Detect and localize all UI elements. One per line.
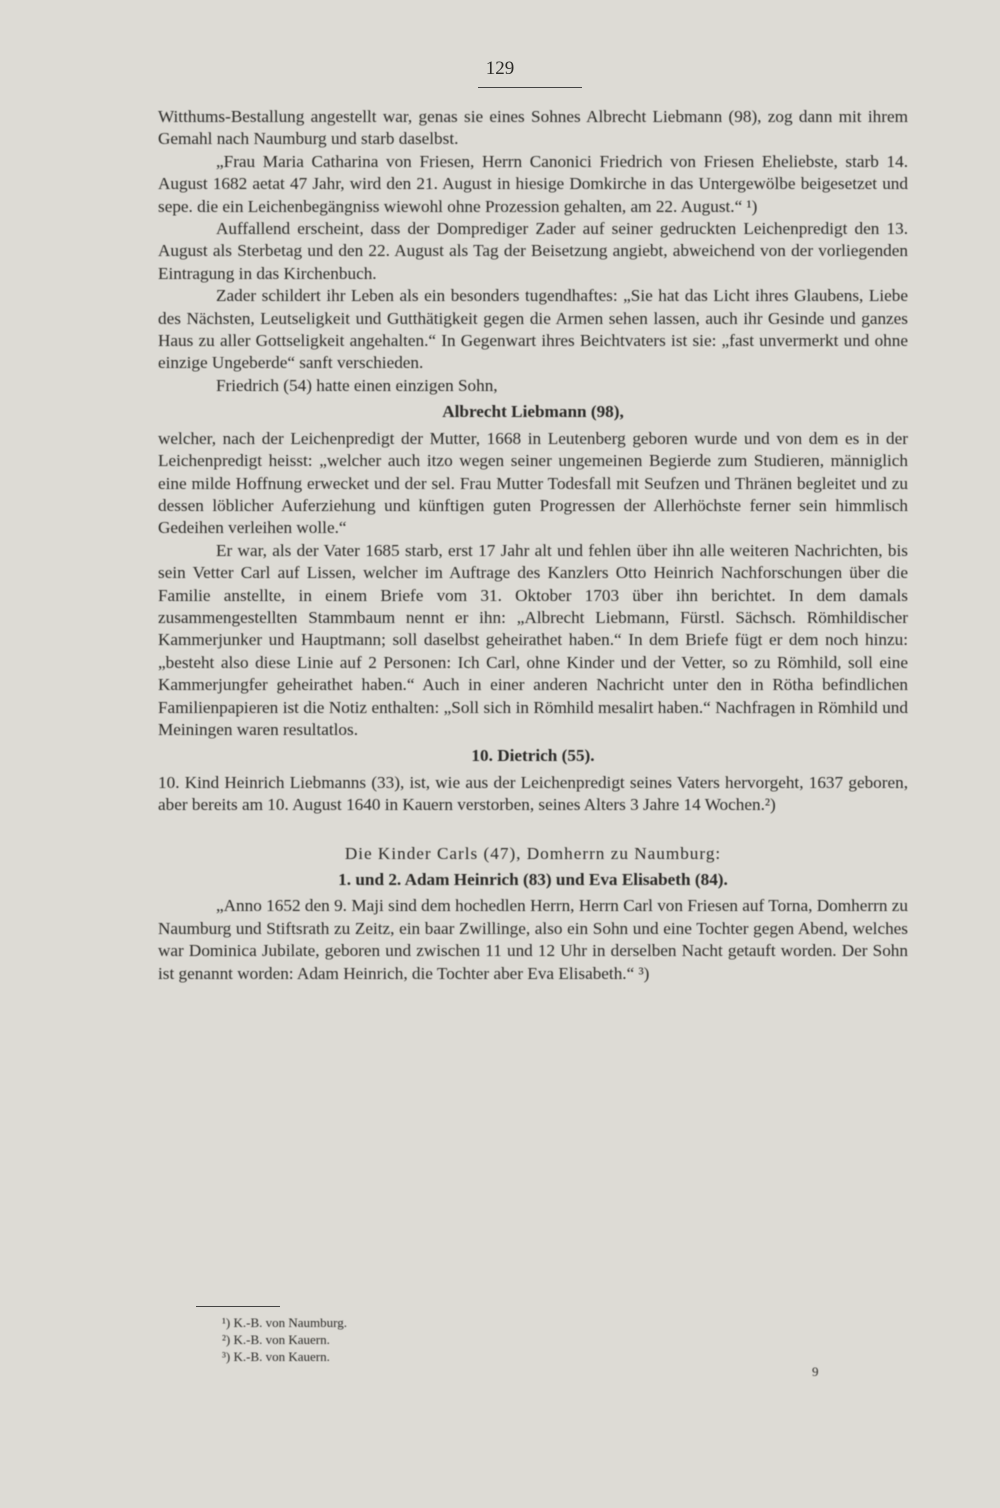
paragraph: Friedrich (54) hatte einen einzigen Sohn, [216, 375, 498, 395]
paragraph: welcher, nach der Leichenpredigt der Mutter, 1668 in Leutenberg geboren wurde und von dem es in der Leichenpredigt heisst: „welcher auch itzo wegen seiner ungemeinen Begierde zum Studieren, männiglich eine milde Hoffnung erwecket und der sel. Frau Mutter Todesfall mit Seufzen und Thränen begleitet und zu dessen löblicher Auferziehung und künftigen guten Progressen der Allerhöchste ferner sein himmlisch Gedeihen verleihen wolle.“ [158, 428, 908, 538]
footnote-1: ¹) K.-B. von Naumburg. [222, 1315, 347, 1330]
footnote-rule [196, 1306, 280, 1307]
section-heading: 10. Dietrich (55). [471, 746, 595, 766]
section-heading: Albrecht Liebmann (98), [442, 402, 624, 422]
paragraph: Zader schildert ihr Leben als ein besonders tugendhaftes: „Sie hat das Licht ihres Glaubens, Liebe des Nächsten, Leutseligkeit und Gutthätigkeit gegen die Armen sehen lassen, auch ihr Gesinde und ganzes Haus zu aller Gottseligkeit angehalten.“ In Gegenwart ihres Beichtvaters ist sie: „fast unvermerkt und ohne einzige Ungeberde“ sanft verschieden. [158, 286, 908, 373]
footnote-2: ²) K.-B. von Kauern. [222, 1332, 330, 1347]
paragraph: 10. Kind Heinrich Liebmanns (33), ist, wie aus der Leichenpredigt seines Vaters hervorgeht, 1637 geboren, aber bereits am 10. August 1640 in Kauern verstorben, seines Alters 3 Jahre 14 Wochen.²) [158, 772, 908, 815]
paragraph: Auffallend erscheint, dass der Domprediger Zader auf seiner gedruckten Leichenpredigt den 13. August als Sterbetag und den 22. August als Tag der Beisetzung angiebt, abweichend von der vorliegenden Eintragung in das Kirchenbuch. [158, 219, 908, 283]
paragraph: „Anno 1652 den 9. Maji sind dem hochedlen Herrn, Herrn Carl von Friesen auf Torna, Domherrn zu Naumburg und Stiftsrath zu Zeitz, ein baar Zwillinge, also ein Sohn und eine Tochter gegen Abend, welches war Dominica Jubilate, geboren und zwischen 11 und 12 Uhr in derselben Nacht getauft worden. Der Sohn ist genannt worden: Adam Heinrich, die Tochter aber Eva Elisabeth.“ ³) [158, 896, 908, 983]
paragraph: „Frau Maria Catharina von Friesen, Herrn Canonici Friedrich von Friesen Eheliebste, starb 14. August 1682 aetat 47 Jahr, wird den 21. August in hiesige Domkirche in das Untergewölbe beigesetzet und sepe. die ein Leichenbegängniss wiewohl ohne Prozession gehalten, am 22. August.“ ¹) [158, 151, 908, 216]
page-number-rule [478, 87, 582, 88]
section-heading: 1. und 2. Adam Heinrich (83) und Eva Elisabeth (84). [338, 870, 728, 889]
body-text [158, 106, 908, 985]
paragraph: Witthums-Bestallung angestellt war, genas sie eines Sohnes Albrecht Liebmann (98), zog dann mit ihrem Gemahl nach Naumburg und starb daselbst. [158, 107, 908, 149]
section-heading: Die Kinder Carls (47), Domherrn zu Naumburg: [344, 843, 722, 863]
page-number: 129 [485, 58, 515, 79]
signature-mark: 9 [812, 1364, 819, 1379]
paragraph: Er war, als der Vater 1685 starb, erst 17 Jahr alt und fehlen über ihn alle weiteren Nachrichten, bis sein Vetter Carl auf Lissen, welcher im Auftrage des Kanzlers Otto Heinrich Nachforschungen über die Familie anstellte, in einem Briefe vom 31. Oktober 1703 über ihn berichtet. In dem damals zusammengestellten Stammbaum nennt er ihn: „Albrecht Liebmann, Fürstl. Sächsch. Römhildischer Kammerjunker und Hauptmann; soll daselbst geheirathet haben.“ In dem Briefe fügt er dem noch hinzu: „besteht also diese Linie auf 2 Personen: Ich Carl, ohne Kinder und der Vetter, so zu Römhild, soll eine Kammerjungfer geheirathet haben.“ Auch in einer anderen Nachricht unter den in Rötha befindlichen Familienpapieren ist die Notiz enthalten: „Soll sich in Römhild mesalirt haben.“ Nachfragen in Römhild und Meiningen waren resultatlos. [158, 540, 908, 739]
footnotes [222, 1314, 347, 1365]
footnote-3: ³) K.-B. von Kauern. [222, 1349, 330, 1364]
